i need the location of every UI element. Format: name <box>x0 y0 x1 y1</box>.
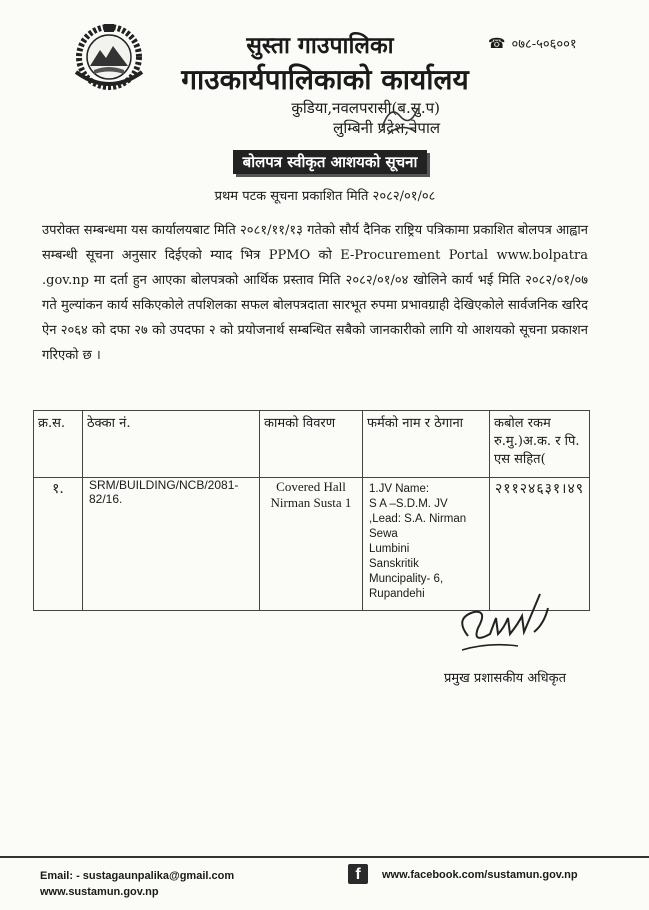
municipality-name: सुस्ता गाउपालिका <box>246 32 394 59</box>
table-header-row <box>34 411 590 478</box>
stamp-mark <box>378 98 424 140</box>
firm-line: S A –S.D.M. JV <box>369 498 448 510</box>
nepal-emblem-logo <box>70 22 148 92</box>
footer-divider <box>0 856 649 858</box>
notice-body: उपरोक्त सम्बन्धमा यस कार्यालयबाट मिति २०८१/११/१३ गतेको सौर्य दैनिक राष्ट्रिय पत्रिकामा प्रकाशित बोलपत्र आह्वान सम्बन्धी सूचना अनुसार दिईएको म्याद भित्र PPMO को E-Procurement Portal www.bolpatra .gov.np मा दर्ता हुन आएका बोलपत्रको आर्थिक प्रस्ताव मिति २०८२/०१/०४ खोलिने कार्य भई मिति २०८२/०१/०७ गते मुल्यांकन कार्य सकिएकोले तपशिलका सफल बोलपत्रदाता सारभूत रुपमा प्रभावग्राही देखिएकोले सार्वजनिक खरिद ऐन २०६४ को दफा २७ को उपदफा २ को प्रयोजनार्थ सम्बन्धित सबैको जानकारीको लागि यो आशयको सूचना प्रकाशन गरिएको छ । <box>42 223 588 363</box>
telephone-icon: ☎ <box>488 36 506 52</box>
facebook-icon: f <box>348 864 368 884</box>
handwritten-signature <box>448 588 558 660</box>
cell-sn: १. <box>34 478 83 611</box>
footer-website[interactable]: www.sustamun.gov.np <box>40 886 159 898</box>
footer-email[interactable]: Email: - sustagaunpalika@gmail.com <box>40 870 235 882</box>
award-table <box>33 410 590 611</box>
header-bid-amount: कबोल रकम रु.मु.)अ.क. र पि. एस सहित( <box>490 411 590 478</box>
cell-bid-amount: २११२४६३१।४९ <box>490 478 590 611</box>
firm-line: ,Lead: S.A. Nirman <box>369 513 467 525</box>
phone-number <box>488 34 577 52</box>
header-firm-name: फर्मको नाम र ठेगाना <box>363 411 490 478</box>
office-name: गाउकार्यपालिकाको कार्यालय <box>181 63 469 96</box>
address-line-2: लुम्बिनी प्रदेश,नेपाल <box>333 119 440 137</box>
header-contract-no: ठेक्का नं. <box>83 411 260 478</box>
firm-line: Sanskritik <box>369 558 419 570</box>
firm-line: Lumbini <box>369 543 410 555</box>
firm-line: 1.JV Name: <box>369 483 430 495</box>
footer-contact <box>40 868 234 900</box>
header-sn: क्र.स. <box>34 411 83 478</box>
firm-line: Rupandehi <box>369 588 425 600</box>
header-work-description: कामको विवरण <box>260 411 363 478</box>
phone-text: ०७८-५०६००१ <box>511 37 577 52</box>
firm-line: Muncipality- 6, <box>369 573 444 585</box>
signatory-title: प्रमुख प्रशासकीय अधिकृत <box>444 671 567 686</box>
notice-subtitle: प्रथम पटक सूचना प्रकाशित मिति २०८२/०१/०८ <box>214 189 436 204</box>
firm-line: Sewa <box>369 528 398 540</box>
footer-facebook[interactable]: www.facebook.com/sustamun.gov.np <box>382 869 578 881</box>
cell-contract-no: SRM/BUILDING/NCB/2081-82/16. <box>83 478 260 611</box>
cell-work-description: Covered Hall Nirman Susta 1 <box>260 478 363 611</box>
notice-title: बोलपत्र स्वीकृत आशयको सूचना <box>233 150 427 174</box>
address-line-1: कुडिया,नवलपरासी(ब.सु.प) <box>291 99 440 117</box>
